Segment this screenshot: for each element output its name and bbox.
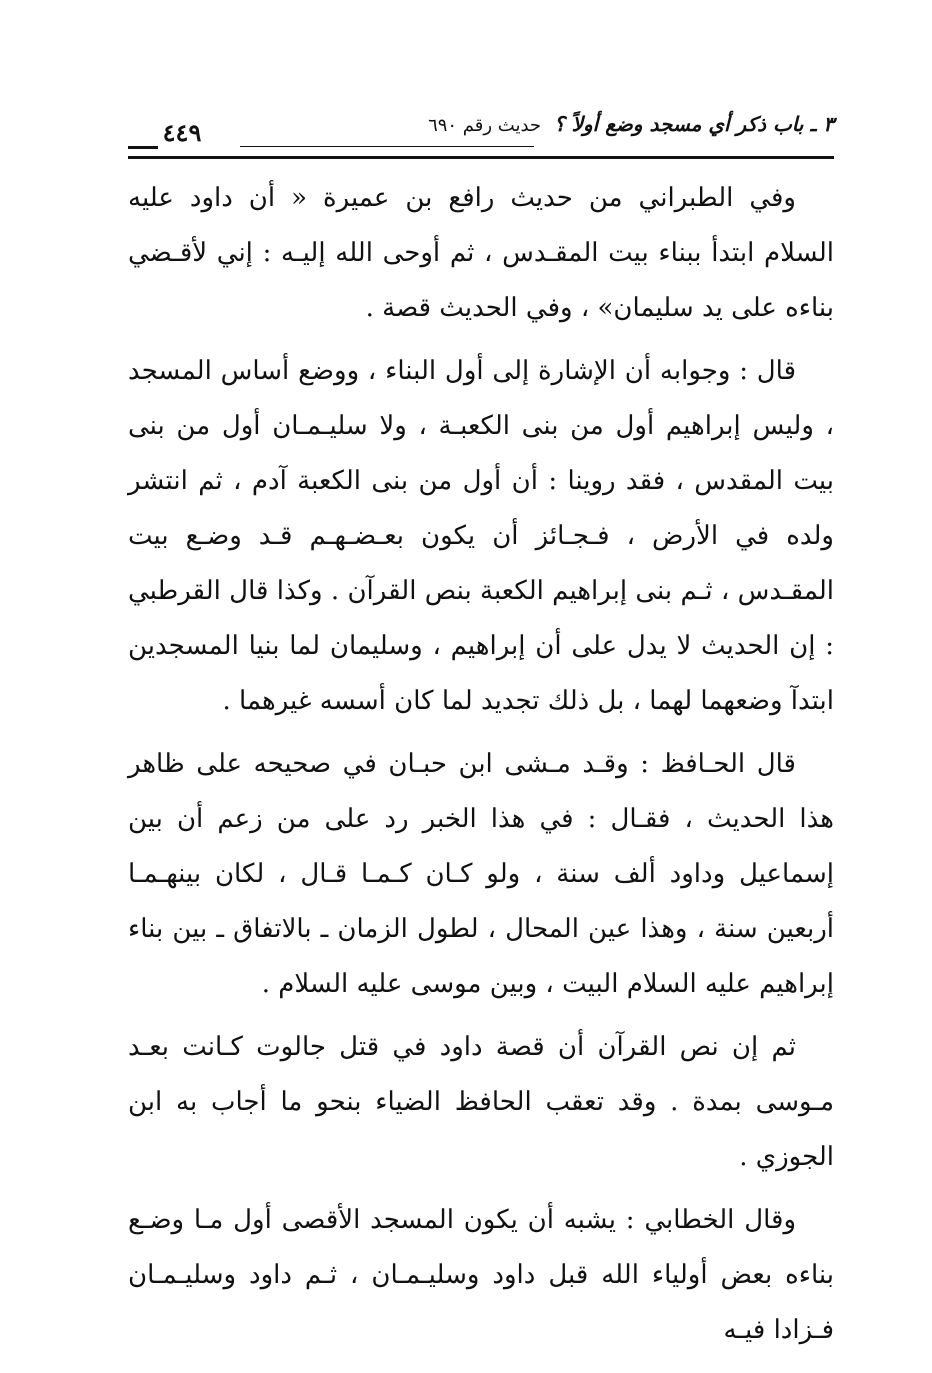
paragraph-1: وفي الطبراني من حديث رافع بن عميرة « أن داود عليه السلام ابتدأ ببناء بيت المقـدس ، ثم أوحى الله إليـه : إني لأقـضي بناءه على يد سليمان» ، وفي الحديث قصة . bbox=[128, 183, 834, 323]
chapter-title-text: ٣ ـ باب ذكر أي مسجد وضع أولاً ؟ bbox=[554, 112, 834, 136]
header-rule bbox=[240, 146, 534, 147]
body-text bbox=[128, 171, 834, 1358]
paragraph-4: ثم إن نص القرآن أن قصة داود في قتل جالوت كـانت بعـد مـوسى بمدة . وقد تعقب الحافظ الضياء بنحو ما أجاب به ابن الجوزي . bbox=[128, 1032, 834, 1172]
running-header bbox=[128, 108, 834, 159]
chapter-title bbox=[428, 112, 834, 136]
paragraph-5: وقال الخطابي : يشبه أن يكون المسجد الأقصى أول مـا وضـع بناءه بعض أولياء الله قبل داود وسليـمـان ، ثـم داود وسليـمـان فـزادا فيـه bbox=[128, 1205, 834, 1345]
paragraph-3: قال الحـافظ : وقـد مـشى ابن حبـان في صحيحه على ظاهر هذا الحديث ، فقـال : في هذا الخبر رد على من زعم أن بين إسماعيل وداود ألف سنة ، ولو كـان كـمـا قـال ، لكان بينهـمـا أربعين سنة ، وهذا عين المحال ، لطول الزمان ـ بالاتفاق ـ بين بناء إبراهيم عليه السلام البيت ، وبين موسى عليه السلام . bbox=[128, 749, 834, 999]
paragraph-2: قال : وجوابه أن الإشارة إلى أول البناء ، ووضع أساس المسجد ، وليس إبراهيم أول من بنى الكعبـة ، ولا سليـمـان أول من بنى بيت المقدس ، فقد روينا : أن أول من بنى الكعبة آدم ، ثم انتشر ولده في الأرض ، فـجـائز أن يكون بعـضـهـم قـد وضـع بيت المقـدس ، ثـم بنى إبراهيم الكعبة بنص القرآن . وكذا قال القرطبي : إن الحديث لا يدل على أن إبراهيم ، وسليمان لما بنيا المسجدين ابتدآ وضعهما لهما ، بل ذلك تجديد لما كان أسسه غيرهما . bbox=[128, 356, 834, 716]
page-number: ٤٤٩ bbox=[128, 118, 236, 147]
hadith-reference: حديث رقم ٦٩٠ bbox=[428, 115, 542, 136]
book-page bbox=[128, 108, 834, 1345]
